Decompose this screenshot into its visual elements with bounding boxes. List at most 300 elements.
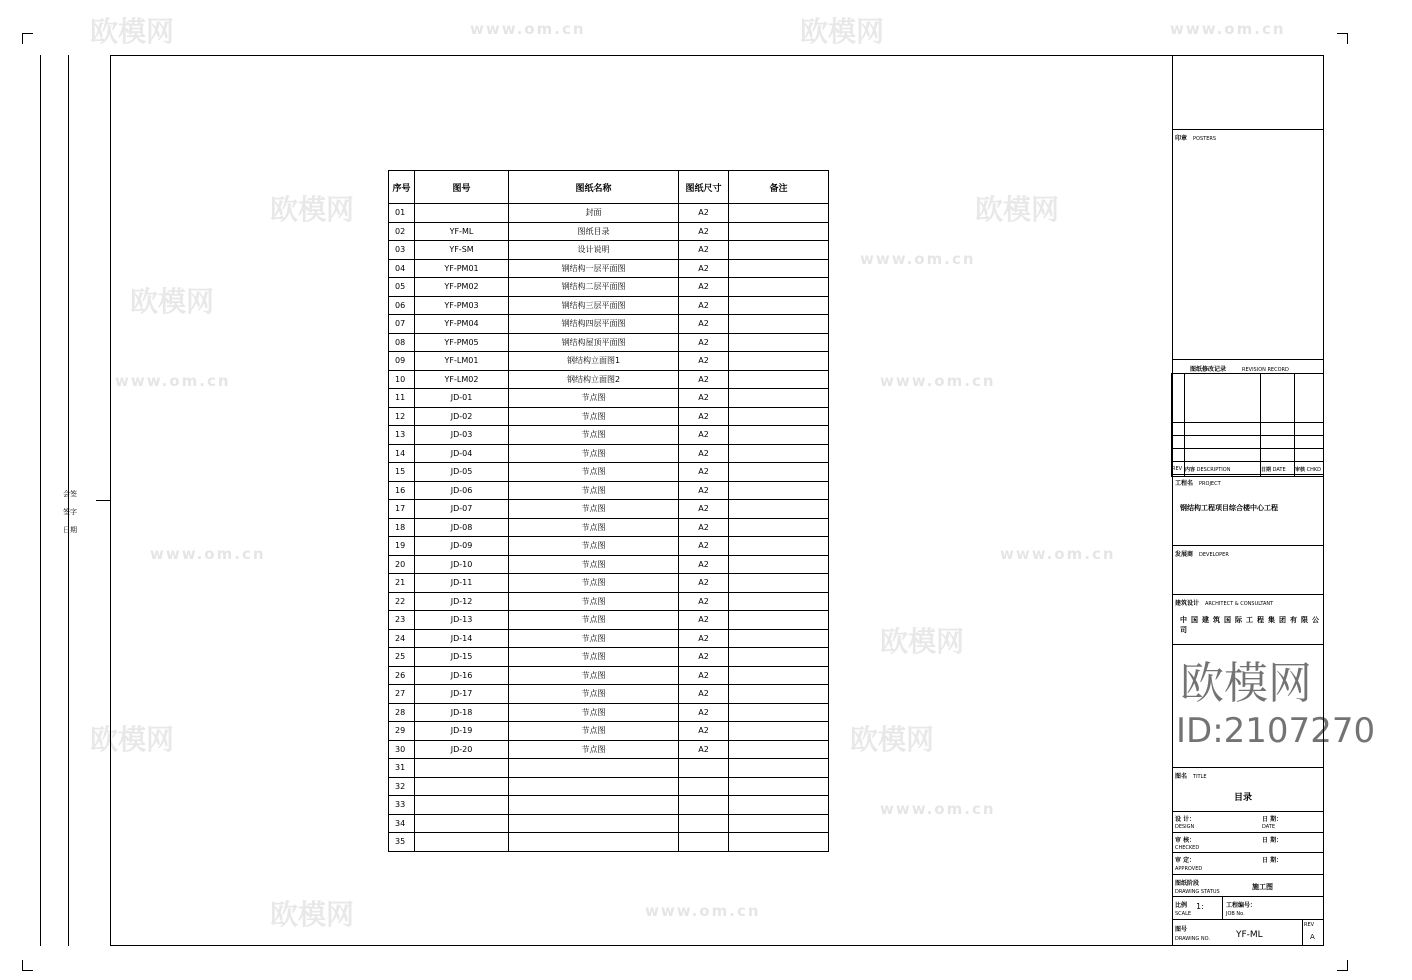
table-row	[389, 759, 829, 778]
architect-section	[1172, 595, 1324, 645]
row-drawing-no: JD-18	[415, 703, 509, 722]
title-label: 图名	[1175, 773, 1188, 780]
table-row	[389, 722, 829, 741]
row-remarks	[729, 685, 829, 704]
approved-label: 审 定：	[1175, 857, 1196, 864]
row-index: 22	[389, 592, 415, 611]
revision-record	[1172, 360, 1324, 475]
row-drawing-no	[415, 796, 509, 815]
row-drawing-no	[415, 833, 509, 852]
row-drawing-name: 钢结构四层平面图	[509, 315, 679, 334]
row-drawing-name: 节点图	[509, 407, 679, 426]
row-index: 31	[389, 759, 415, 778]
row-drawing-name: 钢结构三层平面图	[509, 296, 679, 315]
row-drawing-name	[509, 777, 679, 796]
row-drawing-name: 设计说明	[509, 241, 679, 260]
row-drawing-name: 节点图	[509, 592, 679, 611]
row-drawing-name	[509, 833, 679, 852]
row-drawing-no	[415, 777, 509, 796]
table-row	[389, 389, 829, 408]
row-remarks	[729, 814, 829, 833]
row-drawing-no: JD-06	[415, 481, 509, 500]
row-size: A2	[679, 241, 729, 260]
row-index: 30	[389, 740, 415, 759]
status-value: 施工图	[1252, 883, 1273, 891]
rev-col: DATE	[1272, 466, 1286, 473]
rev-col: REV	[1172, 462, 1185, 477]
row-remarks	[729, 833, 829, 852]
row-drawing-no: JD-17	[415, 685, 509, 704]
row-size	[679, 759, 729, 778]
table-row	[389, 278, 829, 297]
row-index: 27	[389, 685, 415, 704]
row-drawing-no: JD-07	[415, 500, 509, 519]
status-row	[1172, 875, 1324, 897]
watermark-logo: 欧模网	[975, 193, 1060, 226]
corner-mark	[22, 960, 33, 971]
watermark-logo: 欧模网	[90, 15, 175, 48]
table-row	[389, 611, 829, 630]
row-index: 15	[389, 463, 415, 482]
design-label: 设 计：	[1175, 816, 1196, 823]
row-index: 32	[389, 777, 415, 796]
architect-label: 建筑设计	[1175, 600, 1200, 607]
table-row	[389, 463, 829, 482]
row-index: 33	[389, 796, 415, 815]
seal-label: 印章	[1175, 135, 1188, 142]
row-index: 03	[389, 241, 415, 260]
row-index: 12	[389, 407, 415, 426]
row-size: A2	[679, 444, 729, 463]
table-row	[389, 296, 829, 315]
row-size: A2	[679, 518, 729, 537]
row-remarks	[729, 241, 829, 260]
row-drawing-no: YF-PM05	[415, 333, 509, 352]
row-drawing-no: JD-04	[415, 444, 509, 463]
watermark-url: www.om.cn	[115, 372, 231, 390]
row-drawing-no	[415, 759, 509, 778]
watermark-url: www.om.cn	[1170, 20, 1286, 38]
row-drawing-no: JD-19	[415, 722, 509, 741]
row-index: 14	[389, 444, 415, 463]
row-drawing-no: YF-PM03	[415, 296, 509, 315]
row-drawing-no: JD-16	[415, 666, 509, 685]
row-drawing-no: JD-05	[415, 463, 509, 482]
row-remarks	[729, 463, 829, 482]
row-drawing-no: JD-03	[415, 426, 509, 445]
row-index: 19	[389, 537, 415, 556]
row-size: A2	[679, 204, 729, 223]
watermark-logo: 欧模网	[880, 625, 965, 658]
row-size: A2	[679, 740, 729, 759]
row-size: A2	[679, 259, 729, 278]
rev-value: A	[1310, 933, 1315, 941]
row-remarks	[729, 574, 829, 593]
row-size	[679, 777, 729, 796]
row-remarks	[729, 481, 829, 500]
row-drawing-no: YF-PM04	[415, 315, 509, 334]
watermark-logo: 欧模网	[90, 723, 175, 756]
table-row	[389, 444, 829, 463]
header-drawing-name: 图纸名称	[509, 171, 679, 204]
row-drawing-no: YF-LM01	[415, 352, 509, 371]
row-index: 08	[389, 333, 415, 352]
table-row	[389, 426, 829, 445]
row-remarks	[729, 555, 829, 574]
row-drawing-no: YF-LM02	[415, 370, 509, 389]
watermark-url: www.om.cn	[150, 545, 266, 563]
rev-col: 内容	[1185, 466, 1196, 473]
row-drawing-no: JD-13	[415, 611, 509, 630]
table-row	[389, 333, 829, 352]
row-index: 24	[389, 629, 415, 648]
row-index: 16	[389, 481, 415, 500]
job-label: 工程编号：	[1226, 902, 1257, 909]
title-section	[1172, 768, 1324, 812]
watermark-logo: 欧模网	[270, 898, 355, 931]
row-index: 11	[389, 389, 415, 408]
checked-row	[1172, 833, 1324, 853]
row-drawing-name: 节点图	[509, 611, 679, 630]
scale-label: 比例	[1175, 902, 1188, 909]
watermark-url: www.om.cn	[470, 20, 586, 38]
row-size: A2	[679, 629, 729, 648]
table-row	[389, 648, 829, 667]
table-row	[389, 481, 829, 500]
row-drawing-no: YF-ML	[415, 222, 509, 241]
row-index: 34	[389, 814, 415, 833]
row-drawing-no: JD-08	[415, 518, 509, 537]
row-index: 18	[389, 518, 415, 537]
date-label-en: DATE	[1262, 824, 1276, 830]
row-drawing-name: 节点图	[509, 740, 679, 759]
row-drawing-no: JD-11	[415, 574, 509, 593]
table-row	[389, 315, 829, 334]
table-row	[389, 241, 829, 260]
row-drawing-name: 节点图	[509, 574, 679, 593]
watermark-url: www.om.cn	[860, 250, 976, 268]
row-size: A2	[679, 315, 729, 334]
project-name: 钢结构工程项目综合楼中心工程	[1180, 504, 1278, 512]
seal-label-en: POSTERS	[1193, 136, 1217, 142]
revision-label: 图纸修改记录	[1190, 366, 1227, 373]
row-index: 13	[389, 426, 415, 445]
row-index: 02	[389, 222, 415, 241]
row-drawing-name: 节点图	[509, 555, 679, 574]
row-drawing-name: 节点图	[509, 703, 679, 722]
table-row	[389, 574, 829, 593]
drawing-title: 目录	[1234, 793, 1253, 803]
table-row	[389, 833, 829, 852]
row-index: 17	[389, 500, 415, 519]
row-drawing-no: JD-15	[415, 648, 509, 667]
blank-section	[1172, 645, 1376, 768]
status-label: 图纸阶段	[1175, 880, 1200, 887]
row-remarks	[729, 352, 829, 371]
architect-name: 中国建筑国际工程集团有限公司	[1180, 616, 1323, 634]
row-remarks	[729, 389, 829, 408]
drawing-list-table	[388, 170, 829, 852]
watermark-url: www.om.cn	[880, 372, 996, 390]
corner-mark	[1337, 33, 1348, 44]
row-remarks	[729, 629, 829, 648]
table-row	[389, 204, 829, 223]
approved-row	[1172, 853, 1324, 875]
drawing-no-value: YF-ML	[1236, 930, 1263, 940]
row-size: A2	[679, 648, 729, 667]
watermark-id: ID:2107270	[1176, 711, 1376, 751]
row-drawing-name: 节点图	[509, 500, 679, 519]
table-row	[389, 685, 829, 704]
row-index: 20	[389, 555, 415, 574]
row-size: A2	[679, 426, 729, 445]
revision-label-en: REVISION RECORD	[1242, 367, 1289, 373]
row-drawing-name: 钢结构屋顶平面图	[509, 333, 679, 352]
row-drawing-name	[509, 759, 679, 778]
table-row	[389, 222, 829, 241]
table-row	[389, 703, 829, 722]
table-row	[389, 814, 829, 833]
job-label-en: JOB No.	[1226, 911, 1245, 917]
row-drawing-name: 节点图	[509, 518, 679, 537]
row-index: 07	[389, 315, 415, 334]
row-size: A2	[679, 389, 729, 408]
row-drawing-name: 节点图	[509, 685, 679, 704]
row-index: 28	[389, 703, 415, 722]
date-label: 日 期：	[1262, 816, 1283, 823]
row-size	[679, 796, 729, 815]
row-remarks	[729, 592, 829, 611]
row-remarks	[729, 796, 829, 815]
row-index: 35	[389, 833, 415, 852]
rev-label: REV	[1304, 922, 1315, 928]
table-row	[389, 666, 829, 685]
row-index: 10	[389, 370, 415, 389]
row-size: A2	[679, 574, 729, 593]
row-remarks	[729, 500, 829, 519]
row-remarks	[729, 518, 829, 537]
table-row	[389, 370, 829, 389]
table-row	[389, 629, 829, 648]
date-label: 日 期：	[1262, 857, 1283, 864]
table-row	[389, 796, 829, 815]
row-index: 26	[389, 666, 415, 685]
row-index: 05	[389, 278, 415, 297]
header-size: 图纸尺寸	[679, 171, 729, 204]
row-drawing-name: 图纸目录	[509, 222, 679, 241]
row-size: A2	[679, 592, 729, 611]
developer-label: 发展商	[1175, 551, 1194, 558]
row-size: A2	[679, 537, 729, 556]
developer-section	[1172, 546, 1324, 595]
rev-col: CHKD	[1306, 466, 1321, 473]
date-label: 日 期：	[1262, 837, 1283, 844]
title-label-en: TITLE	[1193, 774, 1207, 780]
row-drawing-name: 节点图	[509, 648, 679, 667]
title-block-top	[1172, 55, 1324, 130]
row-remarks	[729, 648, 829, 667]
project-section	[1172, 475, 1324, 546]
row-size: A2	[679, 352, 729, 371]
row-drawing-no	[415, 204, 509, 223]
row-drawing-name: 节点图	[509, 666, 679, 685]
side-label: 日期	[63, 526, 77, 534]
row-remarks	[729, 740, 829, 759]
header-drawing-no: 图号	[415, 171, 509, 204]
approved-label-en: APPROVED	[1175, 866, 1203, 872]
row-size: A2	[679, 407, 729, 426]
row-remarks	[729, 204, 829, 223]
side-label: 会签	[63, 490, 77, 498]
project-label: 工程名	[1175, 480, 1194, 487]
row-drawing-name: 节点图	[509, 537, 679, 556]
row-drawing-no: JD-02	[415, 407, 509, 426]
table-row	[389, 740, 829, 759]
row-size: A2	[679, 703, 729, 722]
row-size: A2	[679, 666, 729, 685]
row-drawing-name: 钢结构立面图1	[509, 352, 679, 371]
row-size	[679, 814, 729, 833]
row-size: A2	[679, 481, 729, 500]
row-drawing-name: 钢结构立面图2	[509, 370, 679, 389]
table-row	[389, 518, 829, 537]
table-header	[389, 171, 829, 204]
drawing-no-row	[1172, 920, 1324, 946]
row-index: 06	[389, 296, 415, 315]
table-row	[389, 407, 829, 426]
row-drawing-no: JD-01	[415, 389, 509, 408]
side-labels	[60, 485, 80, 539]
row-size: A2	[679, 333, 729, 352]
row-drawing-no: YF-SM	[415, 241, 509, 260]
row-remarks	[729, 666, 829, 685]
row-remarks	[729, 407, 829, 426]
table-row	[389, 777, 829, 796]
project-label-en: PROJECT	[1199, 481, 1221, 487]
checked-label-en: CHECKED	[1175, 845, 1200, 851]
row-remarks	[729, 370, 829, 389]
row-remarks	[729, 777, 829, 796]
architect-label-en: ARCHITECT & CONSULTANT	[1205, 601, 1274, 607]
row-index: 29	[389, 722, 415, 741]
row-drawing-no: JD-10	[415, 555, 509, 574]
row-drawing-name: 钢结构二层平面图	[509, 278, 679, 297]
row-drawing-no: JD-14	[415, 629, 509, 648]
row-remarks	[729, 222, 829, 241]
side-label: 签字	[63, 508, 77, 516]
watermark-big: 欧模网	[1180, 658, 1312, 709]
row-remarks	[729, 296, 829, 315]
row-drawing-name: 封面	[509, 204, 679, 223]
row-drawing-name: 节点图	[509, 426, 679, 445]
scale-label-en: SCALE	[1175, 911, 1192, 917]
scale-value: 1:	[1196, 902, 1204, 911]
row-size: A2	[679, 555, 729, 574]
row-remarks	[729, 426, 829, 445]
center-mark	[96, 500, 110, 501]
row-remarks	[729, 537, 829, 556]
table-row	[389, 537, 829, 556]
design-row	[1172, 812, 1324, 833]
row-remarks	[729, 759, 829, 778]
row-index: 23	[389, 611, 415, 630]
table-row	[389, 555, 829, 574]
corner-mark	[22, 33, 33, 44]
row-drawing-name: 节点图	[509, 481, 679, 500]
table-row	[389, 500, 829, 519]
row-remarks	[729, 722, 829, 741]
row-drawing-name: 节点图	[509, 629, 679, 648]
row-drawing-name: 节点图	[509, 444, 679, 463]
row-size: A2	[679, 278, 729, 297]
row-drawing-no: YF-PM02	[415, 278, 509, 297]
table-row	[389, 352, 829, 371]
row-size	[679, 833, 729, 852]
row-drawing-name	[509, 796, 679, 815]
row-drawing-no	[415, 814, 509, 833]
developer-label-en: DEVELOPER	[1199, 552, 1229, 558]
margin-line	[40, 55, 41, 946]
watermark-url: www.om.cn	[645, 902, 761, 920]
corner-mark	[1337, 960, 1348, 971]
row-remarks	[729, 444, 829, 463]
row-size: A2	[679, 611, 729, 630]
drawing-no-label: 图号	[1175, 926, 1188, 933]
row-drawing-no: JD-09	[415, 537, 509, 556]
row-drawing-no: JD-12	[415, 592, 509, 611]
row-remarks	[729, 703, 829, 722]
watermark-logo: 欧模网	[800, 15, 885, 48]
status-label-en: DRAWING STATUS	[1175, 889, 1220, 895]
design-label-en: DESIGN	[1175, 824, 1195, 830]
scale-row	[1172, 897, 1324, 920]
rev-col: DESCRIPTION	[1196, 466, 1231, 473]
row-drawing-name: 节点图	[509, 389, 679, 408]
watermark-logo: 欧模网	[130, 285, 215, 318]
watermark-url: www.om.cn	[1000, 545, 1116, 563]
row-index: 01	[389, 204, 415, 223]
seal-area	[1172, 130, 1324, 360]
row-index: 09	[389, 352, 415, 371]
row-remarks	[729, 333, 829, 352]
row-size: A2	[679, 685, 729, 704]
row-remarks	[729, 611, 829, 630]
header-index: 序号	[389, 171, 415, 204]
row-size: A2	[679, 222, 729, 241]
row-drawing-name: 节点图	[509, 722, 679, 741]
table-row	[389, 259, 829, 278]
row-size: A2	[679, 463, 729, 482]
row-size: A2	[679, 370, 729, 389]
watermark-logo: 欧模网	[270, 193, 355, 226]
drawing-no-label-en: DRAWING NO.	[1175, 936, 1210, 942]
row-drawing-no: YF-PM01	[415, 259, 509, 278]
row-index: 21	[389, 574, 415, 593]
table-row	[389, 592, 829, 611]
row-drawing-no: JD-20	[415, 740, 509, 759]
header-remarks: 备注	[729, 171, 829, 204]
row-drawing-name: 钢结构一层平面图	[509, 259, 679, 278]
row-size: A2	[679, 296, 729, 315]
revision-table	[1171, 373, 1324, 477]
row-size: A2	[679, 500, 729, 519]
row-remarks	[729, 315, 829, 334]
watermark-url: www.om.cn	[880, 800, 996, 818]
row-index: 25	[389, 648, 415, 667]
row-index: 04	[389, 259, 415, 278]
rev-col: 日期	[1261, 466, 1272, 473]
rev-col: 审核	[1295, 466, 1306, 473]
